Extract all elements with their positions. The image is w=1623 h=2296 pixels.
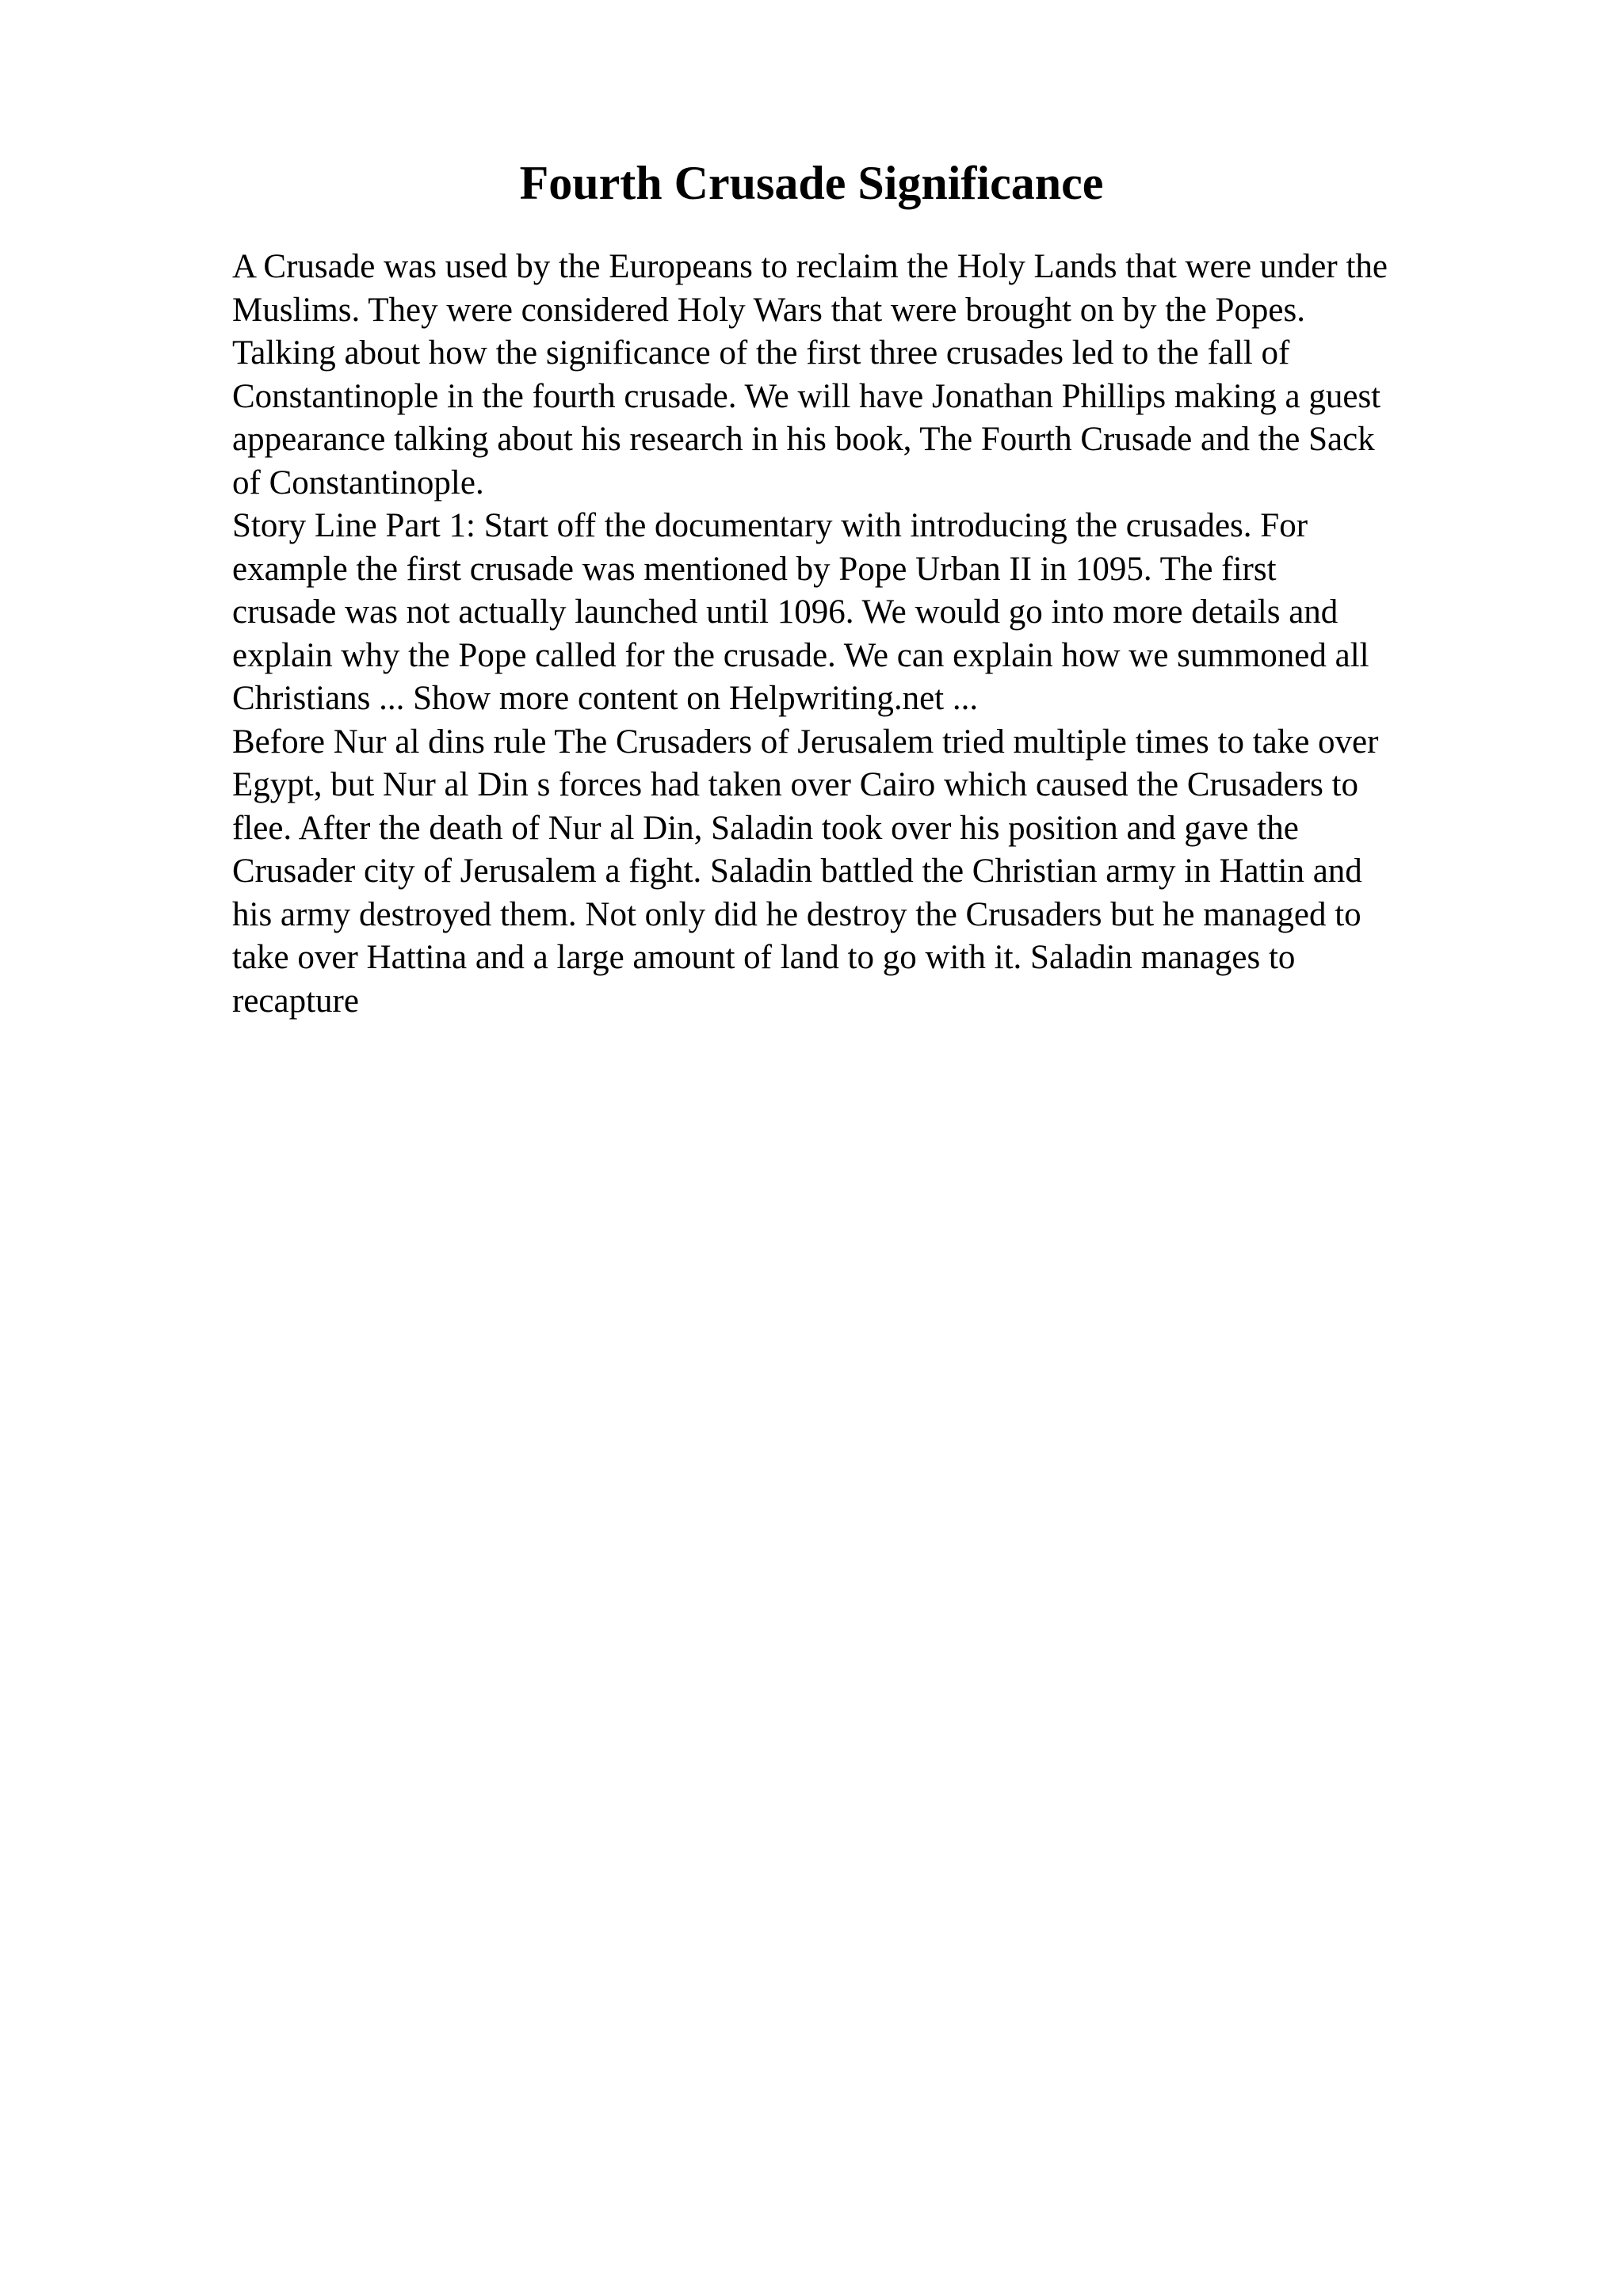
text-line: Before Nur al dins rule The Crusaders of Jerusalem tried multiple times to take over — [232, 723, 1379, 761]
text-line: flee. After the death of Nur al Din, Saladin took over his position and gave the — [232, 809, 1299, 847]
page-title: Fourth Crusade Significance — [519, 157, 1104, 209]
text-line: Christians ... Show more content on Helpwriting.net ... — [232, 680, 979, 717]
text-line: explain why the Pope called for the crusade. We can explain how we summoned all — [232, 636, 1369, 674]
text-line: Story Line Part 1: Start off the documentary with introducing the crusades. For — [232, 507, 1308, 544]
text-line: his army destroyed them. Not only did he destroy the Crusaders but he managed to — [232, 895, 1361, 933]
text-line: example the first crusade was mentioned by Pope Urban II in 1095. The first — [232, 550, 1277, 588]
text-line: of Constantinople. — [232, 463, 484, 502]
text-line: appearance talking about his research in his book, The Fourth Crusade and the Sack — [232, 421, 1375, 458]
text-line: Muslims. They were considered Holy Wars that were brought on by the Popes. — [232, 291, 1305, 329]
text-line: A Crusade was used by the Europeans to reclaim the Holy Lands that were under the — [232, 248, 1388, 285]
text-line: Constantinople in the fourth crusade. We will have Jonathan Phillips making a guest — [232, 377, 1381, 415]
text-line: crusade was not actually launched until 1096. We would go into more details and — [232, 593, 1338, 631]
text-line: recapture — [232, 982, 359, 1020]
text-line: Crusader city of Jerusalem a fight. Saladin battled the Christian army in Hattin and — [232, 852, 1362, 890]
text-line: take over Hattina and a large amount of land to go with it. Saladin manages to — [232, 939, 1296, 976]
text-line: Egypt, but Nur al Din s forces had taken over Cairo which caused the Crusaders to — [232, 766, 1358, 803]
text-line: Talking about how the significance of the first three crusades led to the fall of — [232, 334, 1290, 372]
body-text — [232, 246, 1484, 1023]
